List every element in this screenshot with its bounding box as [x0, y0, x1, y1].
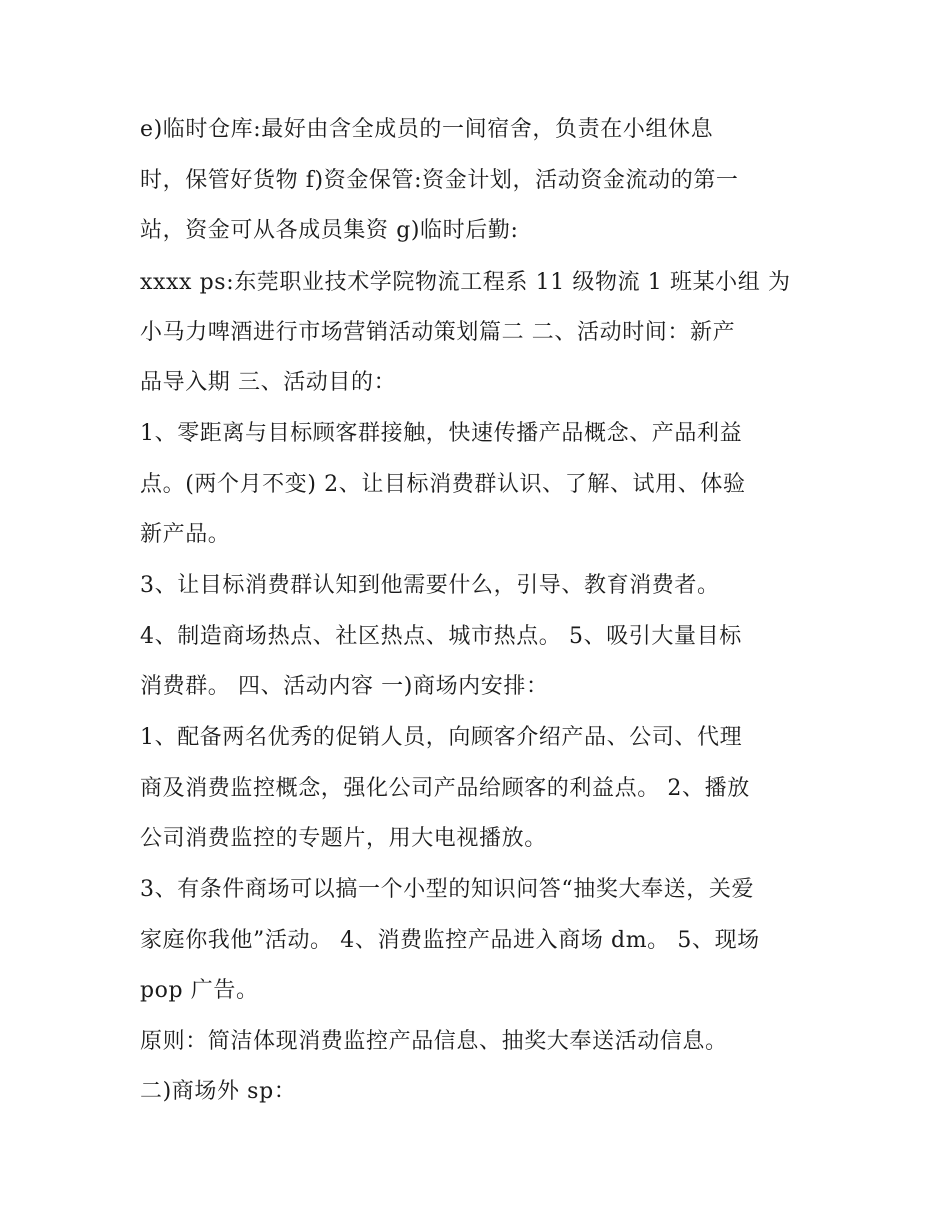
text-line: 消费群。 四、活动内容 一)商场内安排：	[140, 674, 549, 699]
text-line: 小马力啤酒进行市场营销活动策划篇二 二、活动时间：新产	[140, 320, 736, 345]
text-line: 3、让目标消费群认知到他需要什么，引导、教育消费者。	[140, 573, 720, 598]
text-line: 1、配备两名优秀的促销人员，向顾客介绍产品、公司、代理	[140, 725, 743, 750]
text-line: 品导入期 三、活动目的：	[140, 370, 397, 395]
text-line: 点。(两个月不变) 2、让目标消费群认识、了解、试用、体验	[140, 472, 746, 497]
text-line: 商及消费监控概念，强化公司产品给顾客的利益点。 2、播放	[140, 776, 750, 801]
text-line: 时，保管好货物 f)资金保管:资金计划，活动资金流动的第一	[140, 168, 739, 193]
text-line: 新产品。	[140, 522, 231, 547]
text-line: 公司消费监控的专题片，用大电视播放。	[140, 826, 547, 851]
text-line: pop 广告。	[140, 978, 259, 1003]
text-line: xxxx ps:东莞职业技术学院物流工程系 11 级物流 1 班某小组 为	[140, 270, 791, 295]
text-line: 家庭你我他”活动。 4、消费监控产品进入商场 dm。 5、现场	[140, 928, 760, 953]
text-line: 3、有条件商场可以搞一个小型的知识问答“抽奖大奉送，关爱	[140, 877, 755, 902]
text-line: e)临时仓库:最好由含全成员的一间宿舍，负责在小组休息	[140, 117, 714, 142]
text-line: 原则：简洁体现消费监控产品信息、抽奖大奉送活动信息。	[140, 1029, 728, 1054]
text-line: 4、制造商场热点、社区热点、城市热点。 5、吸引大量目标	[140, 624, 742, 649]
text-line: 二)商场外 sp：	[140, 1079, 297, 1104]
text-line: 站，资金可从各成员集资 g)临时后勤:	[140, 218, 519, 243]
text-line: 1、零距离与目标顾客群接触，快速传播产品概念、产品利益	[140, 421, 743, 446]
